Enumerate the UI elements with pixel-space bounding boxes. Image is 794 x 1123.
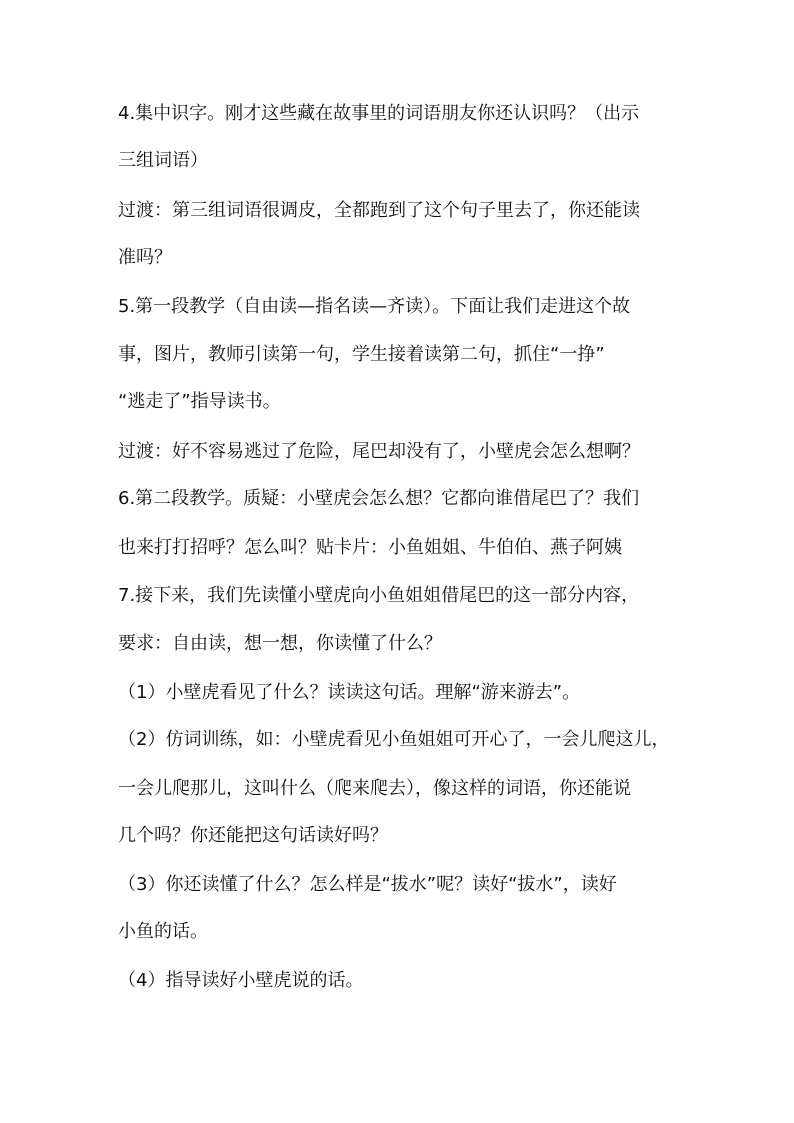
- text-line-16: 几个吗？你还能把这句话读好吗？: [118, 825, 388, 846]
- text-line-17: （3）你还读懂了什么？怎么样是“拔水”呢？读好“拔水”，读好: [118, 874, 617, 895]
- text-line-7: “逃走了”指导读书。: [118, 391, 281, 412]
- text-line-1: 4.集中识字。刚才这些藏在故事里的词语朋友你还认识吗？（出示: [118, 103, 640, 124]
- text-line-12: 要求：自由读，想一想，你读懂了什么？: [118, 633, 442, 654]
- text-line-9: 6.第二段教学。质疑：小壁虎会怎么想？它都向谁借尾巴了？我们: [118, 488, 640, 509]
- text-line-11: 7.接下来，我们先读懂小壁虎向小鱼姐姐借尾巴的这一部分内容，: [118, 585, 640, 606]
- text-line-13: （1）小壁虎看见了什么？读读这句话。理解“游来游去”。: [118, 682, 581, 703]
- text-line-18: 小鱼的话。: [118, 921, 208, 942]
- text-line-5: 5.第一段教学（自由读—指名读—齐读）。下面让我们走进这个故: [118, 296, 631, 317]
- text-line-15: 一会儿爬那儿，这叫什么（爬来爬去），像这样的词语，你还能说: [118, 778, 631, 799]
- text-line-6: 事，图片，教师引读第一句，学生接着读第二句，抓住“一挣”: [118, 344, 605, 365]
- text-line-4: 准吗？: [118, 247, 172, 268]
- text-line-2: 三组词语）: [118, 150, 208, 171]
- text-line-10: 也来打打招呼？怎么叫？贴卡片：小鱼姐姐、牛伯伯、燕子阿姨: [118, 537, 622, 558]
- text-line-19: （4）指导读好小壁虎说的话。: [118, 970, 364, 991]
- text-line-8: 过渡：好不容易逃过了危险，尾巴却没有了，小壁虎会怎么想啊？: [118, 441, 640, 462]
- text-line-14: （2）仿词训练，如：小壁虎看见小鱼姐姐可开心了，一会儿爬这儿，: [118, 729, 670, 750]
- text-line-3: 过渡：第三组词语很调皮，全都跑到了这个句子里去了，你还能读: [118, 200, 640, 221]
